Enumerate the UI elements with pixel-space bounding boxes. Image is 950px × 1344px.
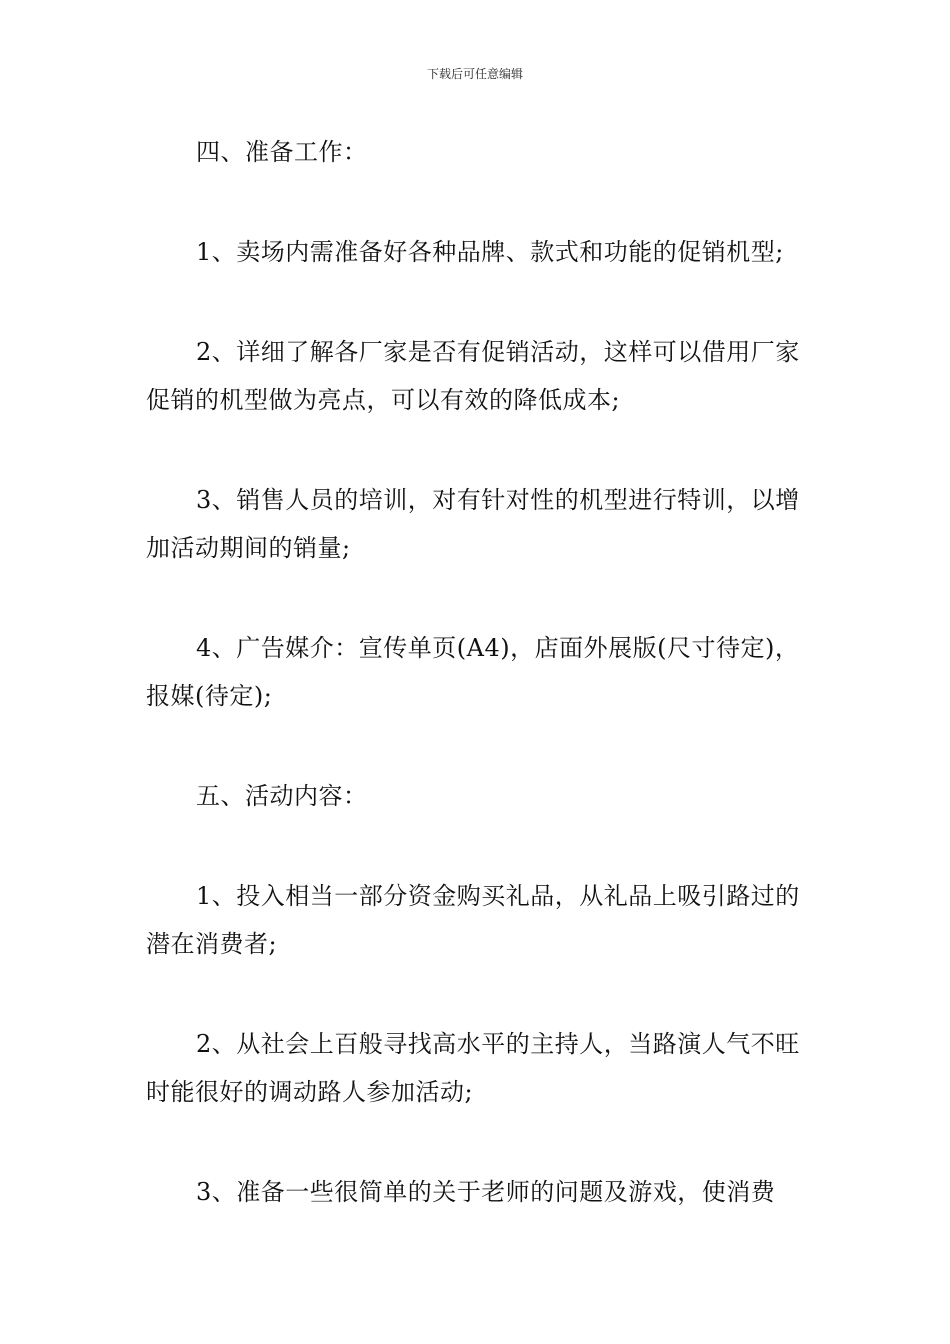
preparation-item-1: 1、卖场内需准备好各种品牌、款式和功能的促销机型; <box>196 238 784 266</box>
section-heading-preparation: 四、准备工作： <box>196 138 368 166</box>
preparation-item-4: 4、广告媒介：宣传单页(A4)，店面外展版(尺寸待定)，报媒(待定); <box>146 634 800 710</box>
activity-item-1: 1、投入相当一部分资金购买礼品，从礼品上吸引路过的潜在消费者; <box>146 882 800 958</box>
document-body <box>146 128 814 1268</box>
preparation-item-2: 2、详细了解各厂家是否有促销活动，这样可以借用厂家促销的机型做为亮点，可以有效的降低成本; <box>146 338 800 414</box>
preparation-item-3: 3、销售人员的培训，对有针对性的机型进行特训，以增加活动期间的销量; <box>146 486 800 562</box>
section-heading-activity-content: 五、活动内容： <box>196 782 368 810</box>
activity-item-2: 2、从社会上百般寻找高水平的主持人，当路演人气不旺时能很好的调动路人参加活动; <box>146 1030 800 1106</box>
page-header-note: 下载后可任意编辑 <box>426 67 523 81</box>
activity-item-3: 3、准备一些很简单的关于老师的问题及游戏，使消费 <box>196 1178 776 1206</box>
